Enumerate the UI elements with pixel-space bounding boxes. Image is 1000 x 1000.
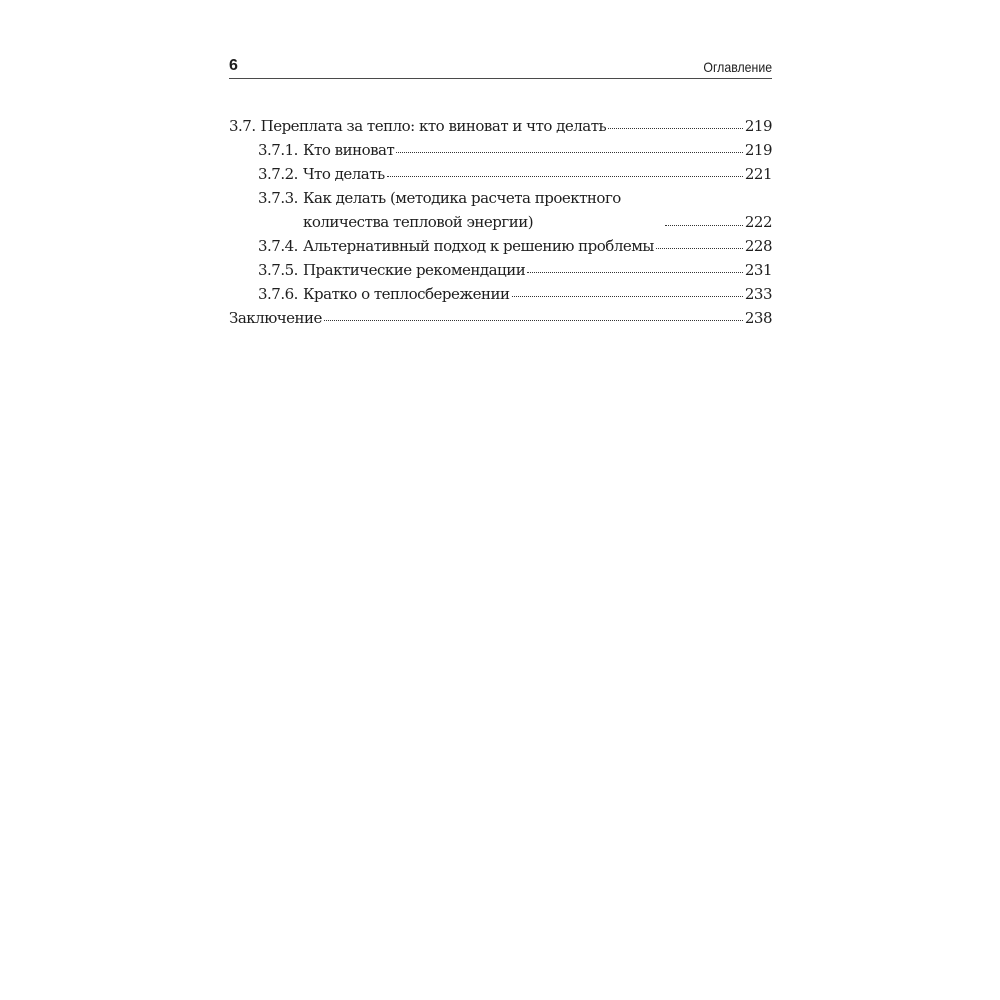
toc-entry-3-7-2[interactable] [229, 162, 772, 186]
toc-dot-leader [665, 221, 743, 226]
toc-entry-conclusion[interactable] [229, 306, 772, 330]
running-title: Оглавление [703, 59, 772, 75]
toc-entry-title: Практические рекомендации [302, 261, 526, 279]
toc-dot-leader [512, 292, 743, 297]
page-number: 6 [229, 57, 238, 74]
toc-entry-title: Кто виноват [302, 141, 395, 159]
table-of-contents [229, 114, 772, 330]
toc-entry-3-7-4[interactable] [229, 234, 772, 258]
toc-entry-number: 3.7.4. [258, 237, 298, 255]
toc-dot-leader [324, 316, 743, 321]
toc-entry-3-7-6[interactable] [229, 282, 772, 306]
toc-entry-title: Что делать [302, 165, 385, 183]
toc-entry-number: 3.7.5. [258, 261, 298, 279]
toc-entry-page: 233 [744, 285, 772, 303]
toc-entry-number: 3.7.2. [258, 165, 298, 183]
toc-entry-page: 231 [744, 261, 772, 279]
toc-entry-number: 3.7.3. [258, 189, 298, 207]
toc-entry-3-7-1[interactable] [229, 138, 772, 162]
toc-dot-leader [527, 268, 743, 273]
toc-entry-title: Кратко о теплосбережении [302, 285, 510, 303]
toc-entry-title: Как делать (методика расчета проектного количества тепловой энергии) [302, 189, 621, 231]
toc-dot-leader [608, 124, 743, 129]
toc-entry-page: 238 [744, 309, 772, 327]
toc-entry-number: 3.7. [229, 117, 256, 135]
toc-entry-title: Альтернативный подход к решению проблемы [302, 237, 654, 255]
toc-entry-3-7-3[interactable] [229, 186, 772, 234]
toc-dot-leader [396, 148, 743, 153]
toc-entry-3-7-5[interactable] [229, 258, 772, 282]
toc-entry-page: 228 [744, 237, 772, 255]
toc-entry-3-7[interactable] [229, 114, 772, 138]
toc-dot-leader [387, 172, 743, 177]
toc-entry-number: 3.7.6. [258, 285, 298, 303]
toc-entry-title: Заключение [229, 309, 322, 327]
toc-entry-title: Переплата за тепло: кто виноват и что делать [260, 117, 607, 135]
toc-entry-number: 3.7.1. [258, 141, 298, 159]
toc-entry-page: 219 [744, 141, 772, 159]
toc-entry-page: 221 [744, 165, 772, 183]
toc-dot-leader [656, 244, 743, 249]
running-head [229, 56, 772, 79]
toc-entry-page: 219 [744, 117, 772, 135]
toc-entry-page: 222 [744, 213, 772, 231]
